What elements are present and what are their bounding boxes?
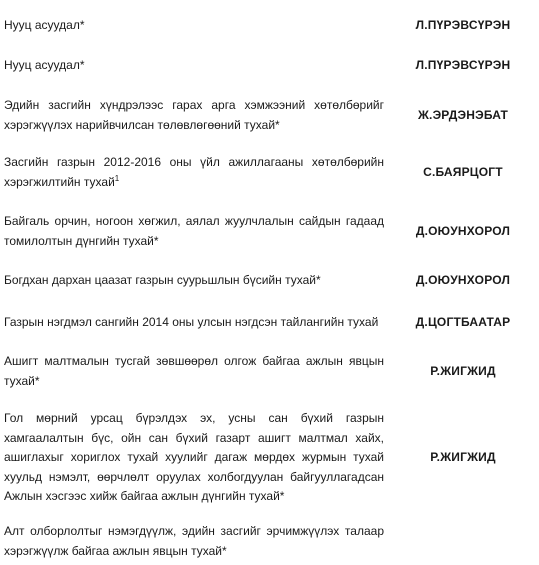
agenda-topic [4,96,384,135]
responsible-person: Р.ЖИГЖИД [430,364,496,378]
topic-text: Эдийн засгийн хүндрэлээс гарах арга хэмжээний хөтөлбөрийг хэрэгжүүлэх нарийвчилсан төлөвлөгөөний тухай* [4,98,384,132]
topic-text: Алт олборлолтыг нэмэгдүүлж, эдийн засгийг эрчимжүүлэх талаар хэрэгжүүлж байгаа ажлын явцын тухай* [4,524,384,558]
responsible-person: Ж.ЭРДЭНЭБАТ [417,108,509,122]
responsible-person: Д.ЦОГТБААТАР [415,315,511,329]
topic-text: Нууц асуудал* [4,58,85,72]
topic-text: Газрын нэгдмэл сангийн 2014 оны улсын нэгдсэн тайлангийн тухай [4,315,379,329]
topic-text: Нууц асуудал* [4,18,85,32]
agenda-topic [4,16,384,36]
agenda-topic [4,313,384,333]
agenda-topic [4,352,384,391]
topic-text: Гол мөрний урсац бүрэлдэх эх, усны сан бүхий газрын хамгаалалтын бүс, ойн сан бүхий газарт ашигт малтмал хайх, ашиглахыг хориглох тухай хуулийг дагаж мөрдөх журмын тухай хуульд нэмэлт, өөрчлөлт оруулах холбогдуулан байгууллагадсан Ажлын хэсгээс хийж байгаа ажлын дүнгийн тухай* [4,411,384,503]
responsible-person: Р.ЖИГЖИД [430,450,496,464]
responsible-person: Д.ОЮУНХОРОЛ [415,273,511,287]
responsible-person: Л.ПҮРЭВСҮРЭН [415,58,511,72]
agenda-topic [4,522,384,561]
topic-text: Байгаль орчин, ногоон хөгжил, аялал жуулчлалын сайдын гадаад томилолтын дүнгийн тухай* [4,214,384,248]
agenda-topic [4,153,384,192]
topic-text: Богдхан дархан цаазат газрын суурьшлын бүсийн тухай* [4,273,321,287]
agenda-topic [4,56,384,76]
responsible-person: С.БАЯРЦОГТ [423,165,503,179]
footnote-marker: 1 [114,173,120,183]
topic-text: Ашигт малтмалын тусгай зөвшөөрөл олгож байгаа ажлын явцын тухай* [4,354,384,388]
responsible-person: Л.ПҮРЭВСҮРЭН [415,18,511,32]
responsible-person: Д.ОЮУНХОРОЛ [415,224,511,238]
topic-text: Засгийн газрын 2012-2016 оны үйл ажиллагааны хөтөлбөрийн хэрэгжилтийн тухай [4,155,384,189]
agenda-topic [4,271,384,291]
agenda-topic [4,409,384,507]
agenda-topic [4,212,384,251]
